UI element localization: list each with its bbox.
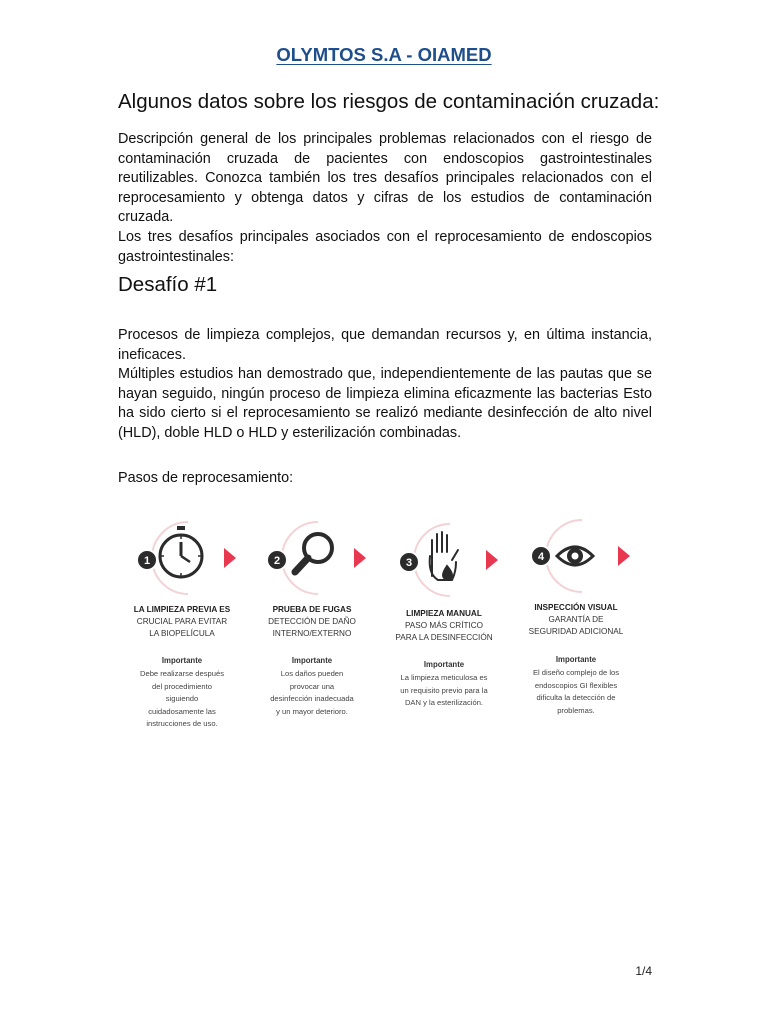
steps-label: Pasos de reprocesamiento: xyxy=(118,470,294,486)
step-2-note: Los daños pueden provocar una desinfección inadecuada y un mayor deterioro. xyxy=(270,669,354,716)
step-2-graphic xyxy=(248,516,376,600)
challenge-text-1: Procesos de limpieza complejos, que demandan recursos y, en última instancia, ineficaces. xyxy=(118,327,652,363)
step-4-note: El diseño complejo de los endoscopios GI flexibles dificulta la detección de problemas. xyxy=(532,668,620,715)
stopwatch-icon xyxy=(160,526,202,577)
step-3-important: Importante xyxy=(423,660,465,669)
step-1 xyxy=(118,516,246,742)
step-2-subtitle: DETECCIÓN DE DAÑO INTERNO/EXTERNO xyxy=(268,617,356,639)
step-3-number: 3 xyxy=(405,557,413,569)
intro-text-1: Descripción general de los principales problemas relacionados con el riesgo de contaminación cruzada de pacientes con endoscopios gastrointestinales reutilizables. Conozca también los tres desafíos principales relacionados con el reprocesamiento y obtenga datos y cifras de los estudios de contaminación cruzada. xyxy=(118,131,652,226)
magnifier-icon xyxy=(295,534,332,572)
glove-drop-icon xyxy=(430,532,458,580)
intro-paragraph xyxy=(118,130,652,267)
challenge-paragraph xyxy=(118,326,652,444)
step-3-note: La limpieza meticulosa es un requisito previo para la DAN y la esterilización. xyxy=(400,673,488,708)
step-1-important: Importante xyxy=(161,656,203,665)
step-2-important: Importante xyxy=(291,656,333,665)
step-1-title: LA LIMPIEZA PREVIA ES xyxy=(133,605,231,614)
step-4-subtitle: GARANTÍA DE SEGURIDAD ADICIONAL xyxy=(528,615,624,637)
challenge-heading: Desafío #1 xyxy=(118,273,218,296)
step-4-title: INSPECCIÓN VISUAL xyxy=(534,603,618,612)
step-4-important: Importante xyxy=(555,655,597,664)
document-title: OLYMTOS S.A - OIAMED xyxy=(276,44,492,65)
step-3-subtitle: PASO MÁS CRÍTICO PARA LA DESINFECCIÓN xyxy=(395,621,493,643)
section-heading: Algunos datos sobre los riesgos de contaminación cruzada: xyxy=(118,90,660,113)
step-2-title: PRUEBA DE FUGAS xyxy=(272,605,352,614)
step-4 xyxy=(512,516,640,742)
page-number: 1/4 xyxy=(635,964,652,978)
step-1-subtitle: CRUCIAL PARA EVITAR LA BIOPELÍCULA xyxy=(136,617,228,639)
challenge-text-2: Múltiples estudios han demostrado que, independientemente de las pautas que se hayan seguido, ningún proceso de limpieza elimina eficazmente las bacterias Esto ha sido cierto si el reprocesamiento se realizó mediante desinfección de alto nivel (HLD), doble HLD o HLD y esterilización combinadas. xyxy=(118,366,652,441)
step-2 xyxy=(248,516,376,742)
eye-icon xyxy=(557,547,593,565)
step-3-title: LIMPIEZA MANUAL xyxy=(406,609,482,618)
step-4-graphic xyxy=(512,516,640,600)
reprocessing-steps-infographic xyxy=(118,516,652,742)
step-1-number: 1 xyxy=(143,555,151,567)
step-1-note: Debe realizarse después del procedimiento siguiendo cuidadosamente las instrucciones de uso. xyxy=(139,669,224,729)
step-3-graphic xyxy=(380,516,508,600)
intro-text-2: Los tres desafíos principales asociados con el reprocesamiento de endoscopios gastrointestinales: xyxy=(118,228,652,265)
step-2-number: 2 xyxy=(273,555,281,567)
step-4-number: 4 xyxy=(537,551,545,563)
step-1-graphic xyxy=(118,516,246,600)
step-3 xyxy=(380,516,508,742)
